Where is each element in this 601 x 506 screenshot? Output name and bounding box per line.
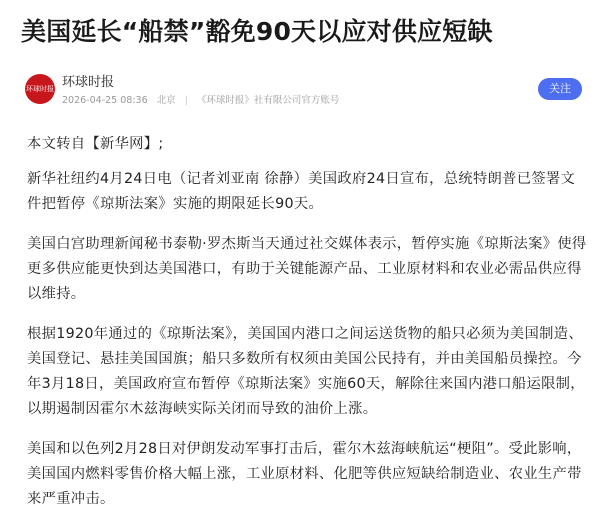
source-name[interactable]: 环球时报 xyxy=(62,75,115,90)
avatar[interactable]: 环球时报 xyxy=(25,74,55,104)
author-row xyxy=(25,74,590,114)
article-body xyxy=(27,132,589,506)
paragraph: 美国白宫助理新闻秘书泰勒·罗杰斯当天通过社交媒体表示，暂停实施《琼斯法案》使得更多供应能更快到达美国港口，有助于关键能源产品、工业原材料和农业必需品供应得以维持。 xyxy=(27,236,587,302)
publish-date: 2026-04-25 08:36 xyxy=(62,95,148,106)
article-title: 美国延长“船禁”豁免90天以应对供应短缺 xyxy=(21,17,493,46)
follow-button[interactable]: 关注 xyxy=(538,78,582,100)
paragraph: 根据1920年通过的《琼斯法案》，美国国内港口之间运送货物的船只必须为美国制造、美国登记、悬挂美国国旗；船只多数所有权须由美国公民持有，并由美国船员操控。今年3月18日，美国政府宣布暂停《琼斯法案》实施60天，解除往来国内港口船运限制，以期遏制因霍尔木兹海峡实际关闭而导致的油价上涨。 xyxy=(27,326,585,417)
paragraph: 新华社纽约4月24日电（记者刘亚南 徐静）美国政府24日宣布，总统特朗普已签署文件把暂停《琼斯法案》实施的期限延长90天。 xyxy=(27,171,576,212)
publish-location: 北京 xyxy=(156,95,176,106)
paragraph-source: 本文转自【新华网】; xyxy=(27,136,164,152)
meta-divider: | xyxy=(184,95,188,106)
paragraph: 美国和以色列2月28日对伊朗发动军事打击后，霍尔木兹海峡航运“梗阻”。受此影响，美国国内燃料零售价格大幅上涨，工业原材料、化肥等供应短缺给制造业、农业生产带来严重冲击。 xyxy=(27,441,582,506)
source-description: 《环球时报》社有限公司官方账号 xyxy=(196,95,340,106)
article-meta xyxy=(62,94,345,108)
